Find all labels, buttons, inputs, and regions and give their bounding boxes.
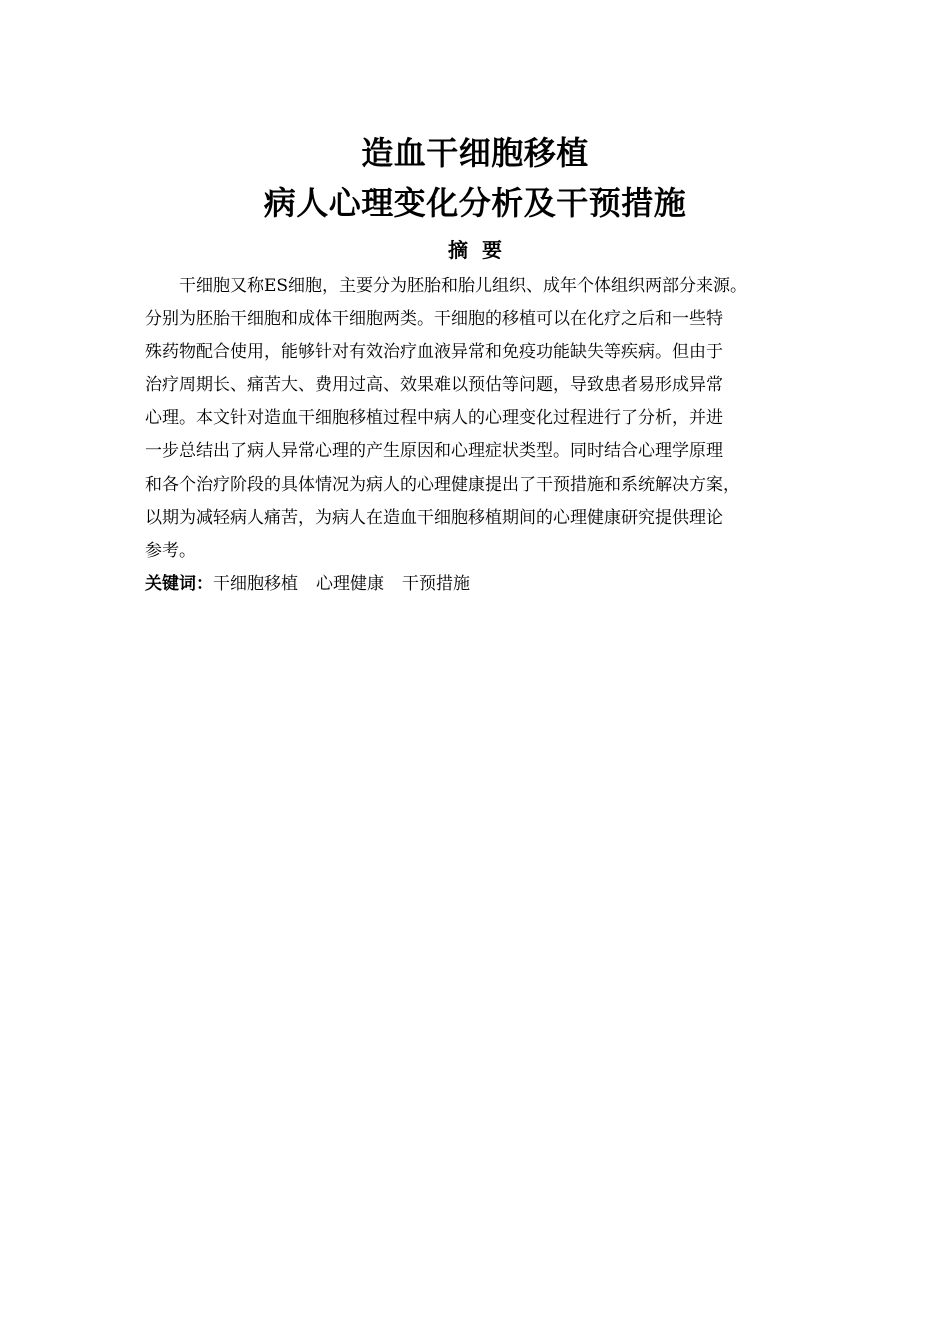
abstract-line: 干细胞又称ES细胞，主要分为胚胎和胎儿组织、成年个体组织两部分来源。 [179, 276, 748, 296]
keyword: 干细胞移植 [213, 574, 298, 594]
keyword: 心理健康 [316, 574, 384, 594]
document-title-line-1: 造血干细胞移植 [361, 134, 589, 172]
abstract-line: 治疗周期长、痛苦大、费用过高、效果难以预估等问题，导致患者易形成异常 [145, 375, 723, 396]
document-title-line-2: 病人心理变化分析及干预措施 [263, 184, 687, 222]
abstract-line: 一步总结出了病人异常心理的产生原因和心理症状类型。同时结合心理学原理 [145, 441, 723, 462]
abstract-line: 殊药物配合使用，能够针对有效治疗血液异常和免疫功能缺失等疾病。但由于 [145, 342, 723, 363]
abstract-line: 心理。本文针对造血干细胞移植过程中病人的心理变化过程进行了分析，并进 [145, 408, 723, 429]
keywords-label: 关键词： [145, 574, 213, 594]
abstract-line: 以期为减轻病人痛苦，为病人在造血干细胞移植期间的心理健康研究提供理论 [145, 507, 723, 528]
abstract-line: 参考。 [145, 540, 196, 561]
abstract-line: 分别为胚胎干细胞和成体干细胞两类。干细胞的移植可以在化疗之后和一些特 [145, 309, 723, 330]
abstract-line: 和各个治疗阶段的具体情况为病人的心理健康提出了干预措施和系统解决方案， [145, 474, 740, 495]
keyword: 干预措施 [402, 574, 470, 594]
keywords-line [145, 569, 825, 599]
abstract-heading: 摘要 [448, 238, 516, 262]
abstract-body [145, 270, 825, 568]
